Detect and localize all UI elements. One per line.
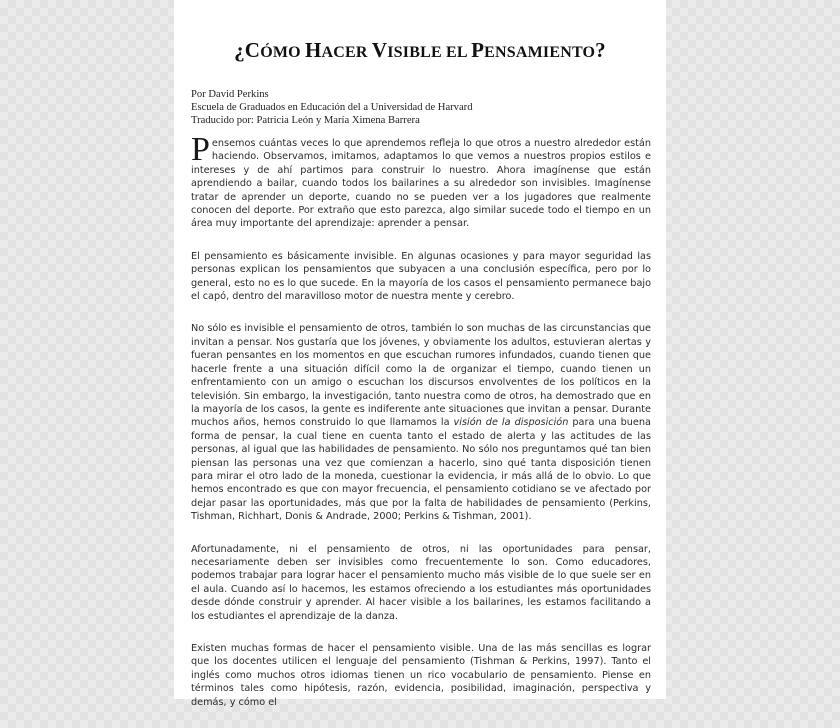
title-part: V xyxy=(371,38,388,62)
title-part: H xyxy=(304,38,322,62)
title-part: P xyxy=(471,38,485,62)
document-page xyxy=(174,0,666,708)
paragraph-text: para una buena forma de pensar, la cual tiene en cuenta tanto el estado de alerta y las actitudes de las personas, al igual que las habilidades de pensamiento. No sólo nos preguntamos qué tan bien piensan las personas una vez que comienzan a hacerlo, sino qué tanta disposición tienen para mirar el otro lado de la moneda, cuestionar la evidencia, ir más allá de lo obvio. Lo que hemos encontrado es que con mayor frecuencia, el pensamiento cotidiano se ve afectado por dejar pasar las oportunidades, más que por la falta de habilidades de pensamiento (Perkins, Tishman, Richhart, Donis & Andrade, 2000; Perkins & Tishman, 2001). xyxy=(191,417,651,523)
title-part: ISIBLE EL xyxy=(387,44,472,61)
translators-line: Traducido por: Patricia León y María Ximena Barrera xyxy=(191,115,420,126)
emphasis-text: visión de la disposición xyxy=(453,417,569,429)
drop-cap: P xyxy=(191,131,210,168)
paragraph: Afortunadamente, ni el pensamiento de otros, ni las oportunidades para pensar, necesariamente deben ser invisibles como frecuentemente lo son. Como educadores, podemos trabajar para lograr hacer el pensamiento mucho más visible de lo que suele ser en el aula. Cuando así lo hacemos, les estamos ofreciendo a los estudiantes más oportunidades desde dónde construir y aprender. Al hacer visible a los bailarines, les estamos facilitando a los estudiantes el aprendizaje de la danza. xyxy=(191,543,651,622)
title-part: ENSAMIENTO xyxy=(484,44,596,61)
paragraph: El pensamiento es básicamente invisible. En algunas ocasiones y para mayor seguridad las personas explican los pensamientos que subyacen a una conclusión específica, pero por lo general, esto no es lo que sucede. En la mayoría de los casos el pensamiento permanece bajo el capó, dentro del maravilloso motor de nuestra mente y cerebro. xyxy=(191,250,651,303)
paragraph xyxy=(191,131,651,231)
title-part: ÓMO xyxy=(260,44,305,61)
paragraph: Existen muchas formas de hacer el pensamiento visible. Una de las más sencillas es lograr que los docentes utilicen el lenguaje del pensamiento (Tishman & Perkins, 1997). Tanto el inglés como muchos otros idiomas tienen un rico vocabulario de pensamiento. Piense en términos tales como hipótesis, razón, evidencia, posibilidad, imaginación, perspectiva y demás, y cómo el xyxy=(191,643,651,708)
author-line: Por David Perkins xyxy=(191,89,269,100)
body-text xyxy=(191,131,651,728)
paragraph-text: ensemos cuántas veces lo que aprendemos refleja lo que otros a nuestro alrededor están haciendo. Observamos, imitamos, adaptamos lo que vemos a nuestros propios estilos e intereses y de ahí partimos para construir lo nuestro. Ahora imagínense que están aprendiendo a bailar, cuando todos los bailarines a su alrededor son invisibles. Imagínense tratar de aprender un deporte, cuando no se pueden ver a los jugadores que realmente conocen del deporte. Por extraño que esto parezca, algo similar sucede todo el tiempo en un área muy importante del aprendizaje: aprender a pensar. xyxy=(191,138,651,230)
title-part: ¿C xyxy=(234,38,261,62)
page-title xyxy=(174,38,666,63)
title-part: ACER xyxy=(321,44,372,61)
title-part: ? xyxy=(595,38,606,62)
school-line: Escuela de Graduados en Educación del a Universidad de Harvard xyxy=(191,102,473,113)
byline xyxy=(191,88,661,127)
paragraph xyxy=(191,322,651,523)
paragraph-text: No sólo es invisible el pensamiento de otros, también lo son muchas de las circunstancias que invitan a pensar. Nos gustaría que los jóvenes, y obviamente los adultos, estuvieran alertas y fueran pensantes en los momentos en que escuchan rumores infundados, cuando tienen que hacerle frente a una situación difícil como la de organizar el tiempo, cuando tienen un enfrentamiento con un amigo o escuchan los discursos envolventes de los políticos en la televisión. Sin embargo, la investigación, tanto nuestra como de otros, ha demostrado que en la mayoría de los casos, la gente es indiferente ante situaciones que invitan a pensar. Durante muchos años, hemos construido lo que llamamos la xyxy=(191,323,651,429)
